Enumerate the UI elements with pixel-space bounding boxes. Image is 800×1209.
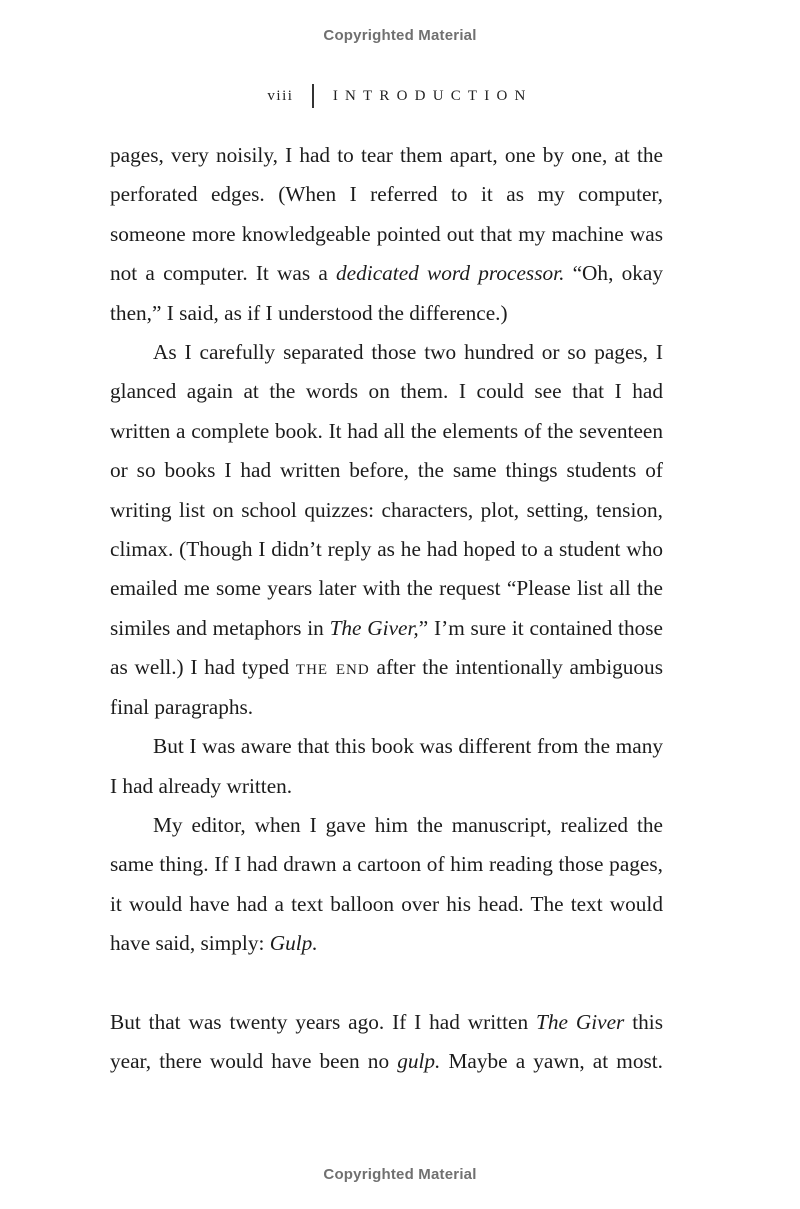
paragraph-1-text-a: pages, very noisily, I had to tear them apart, one by one, at the perforated edges. (When I referred to it as my computer, someone more knowledgeable pointed out that my machine was not a computer. It was a [110,143,663,286]
paragraph-2-text-c: after the intentionally ambiguous final paragraphs. [110,655,663,719]
paragraph-5-text-c: Maybe a yawn, at most. [440,1049,663,1074]
chapter-title: INTRODUCTION [332,87,533,104]
paragraph-2-italic: The Giver, [329,615,419,640]
paragraph-4 [110,806,663,964]
paragraph-4-text-a: My editor, when I gave him the manuscript, realized the same thing. If I had drawn a cartoon of him reading those pages, it would have had a text balloon over his head. The text would have said, simply: [110,812,663,956]
copyright-watermark-top: Copyrighted Material [323,27,477,44]
copyright-watermark-bottom: Copyrighted Material [323,1166,477,1183]
paragraph-5-text-a: But that was twenty years ago. If I had written [110,1009,536,1034]
paragraph-5-italic-title: The Giver [536,1009,625,1034]
running-head [0,84,800,108]
paragraph-5-italic-gulp: gulp. [397,1049,441,1074]
paragraph-2 [110,333,663,727]
paragraph-5 [110,1003,663,1082]
paragraph-1 [110,136,663,333]
page-number: viii [267,87,294,104]
paragraph-2-small-caps: the end [295,655,370,680]
paragraph-2-text-b: ” I’m sure it contained those as well.) I had typed [110,615,663,680]
paragraph-2-text-a: As I carefully separated those two hundred or so pages, I glanced again at the words on them. I could see that I had written a complete book. It had all the elements of the seventeen or so books I had written before, the same things students of writing list on school quizzes: characters, plot, setting, tension, climax. (Though I didn’t reply as he had hoped to a student who emailed me some years later with the request “Please list all the similes and metaphors in [110,340,663,640]
paragraph-3: But I was aware that this book was different from the many I had already written. [110,734,663,798]
body-text [110,136,663,1082]
paragraph-4-italic: Gulp. [269,931,318,956]
paragraph-1-italic: dedicated word processor. [336,261,565,286]
paragraph-1-text-b: “Oh, okay then,” I said, as if I understood the difference.) [110,261,663,325]
running-head-divider [312,84,313,108]
paragraph-5-text-b: this year, there would have been no [110,1009,663,1074]
